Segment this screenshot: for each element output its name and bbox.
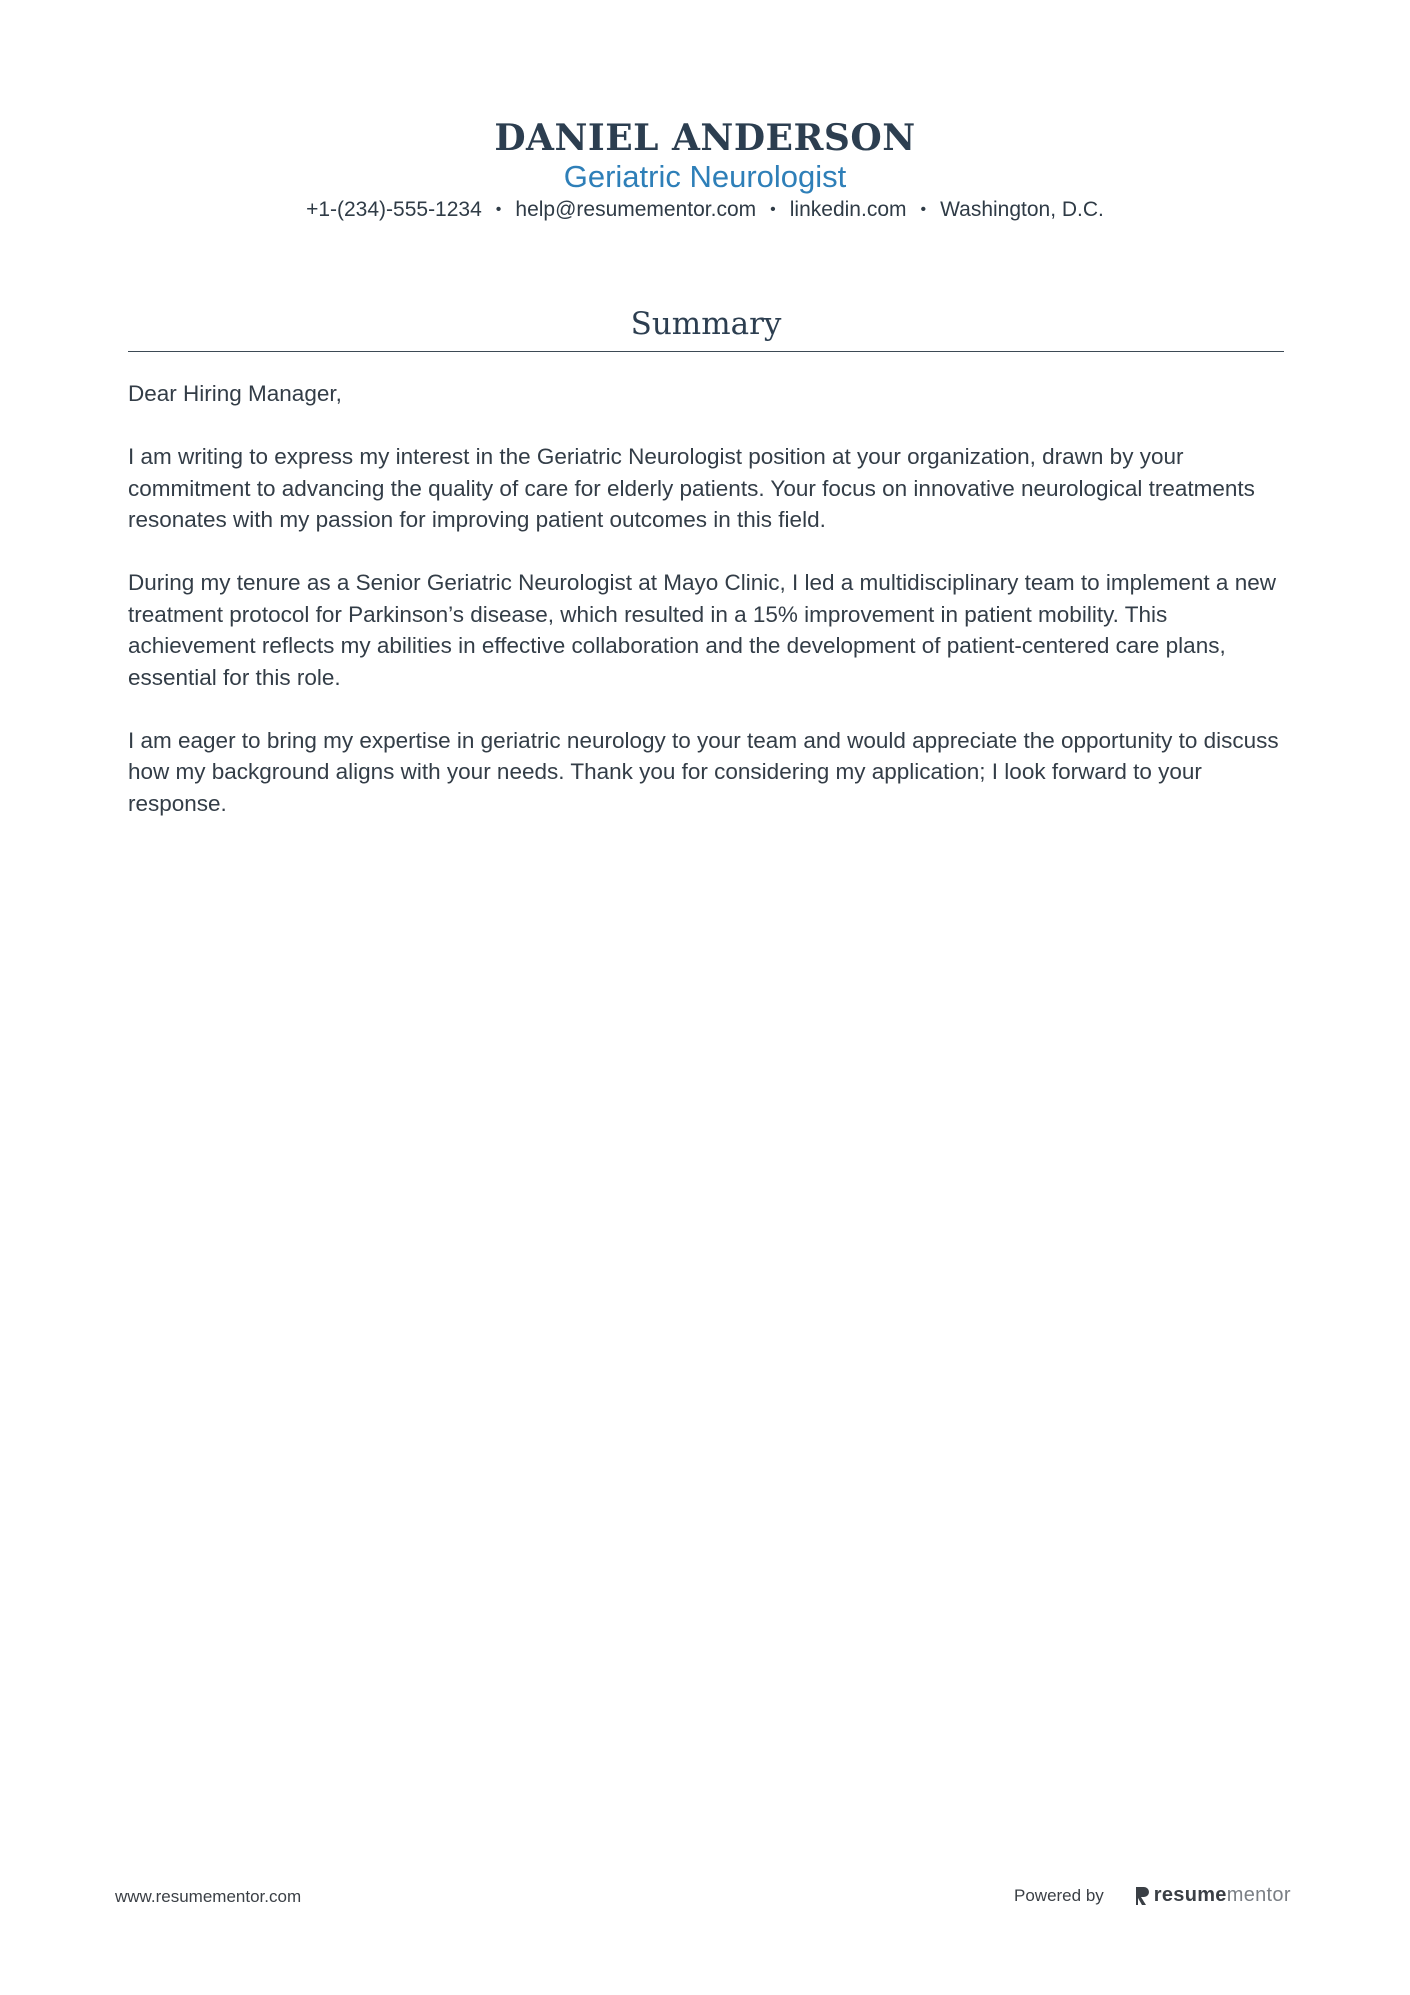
section-heading-summary: Summary xyxy=(630,306,782,342)
letter-greeting: Dear Hiring Manager, xyxy=(128,381,342,406)
resume-header xyxy=(0,116,1410,224)
cover-letter-body xyxy=(128,378,1288,851)
letter-paragraph: I am writing to express my interest in the Geriatric Neurologist position at your organization, drawn by your commitment to advancing the quality of care for elderly patients. Your focus on innovative neurological treatments resonates with my passion for improving patient outcomes in this field. xyxy=(128,444,1255,532)
contact-email[interactable]: help@resumementor.com xyxy=(515,198,757,221)
contact-phone: +1-(234)-555-1234 xyxy=(306,198,482,221)
resumementor-logo[interactable] xyxy=(1134,1884,1291,1907)
contact-separator: • xyxy=(770,201,776,218)
letter-paragraph: I am eager to bring my expertise in geriatric neurology to your team and would appreciate the opportunity to discuss how my background aligns with your needs. Thank you for considering my application; I look forward to your response. xyxy=(128,727,1279,816)
contact-linkedin[interactable]: linkedin.com xyxy=(789,198,907,221)
letter-paragraph: During my tenure as a Senior Geriatric Neurologist at Mayo Clinic, I led a multidisciplinary team to implement a new treatment protocol for Parkinson’s disease, which resulted in a 15% improvement in patient mobility. This achievement reflects my abilities in effective collaboration and the development of patient-centered care plans, essential for this role. xyxy=(128,570,1276,690)
logo-wordmark-light: mentor xyxy=(1226,1884,1291,1906)
logo-wordmark-bold: resume xyxy=(1153,1884,1227,1906)
footer-branding xyxy=(1014,1884,1291,1907)
resumementor-logo-icon xyxy=(1134,1885,1150,1907)
job-title: Geriatric Neurologist xyxy=(563,159,847,194)
footer-website-link[interactable]: www.resumementor.com xyxy=(115,1887,302,1906)
powered-by-label: Powered by xyxy=(1014,1885,1104,1905)
section-divider xyxy=(128,351,1284,352)
contact-separator: • xyxy=(920,201,927,218)
contact-line xyxy=(0,196,1410,224)
logo-wordmark xyxy=(1154,1884,1291,1907)
candidate-name: DANIEL ANDERSON xyxy=(494,117,916,159)
contact-separator: • xyxy=(495,201,502,218)
contact-location: Washington, D.C. xyxy=(940,198,1104,221)
